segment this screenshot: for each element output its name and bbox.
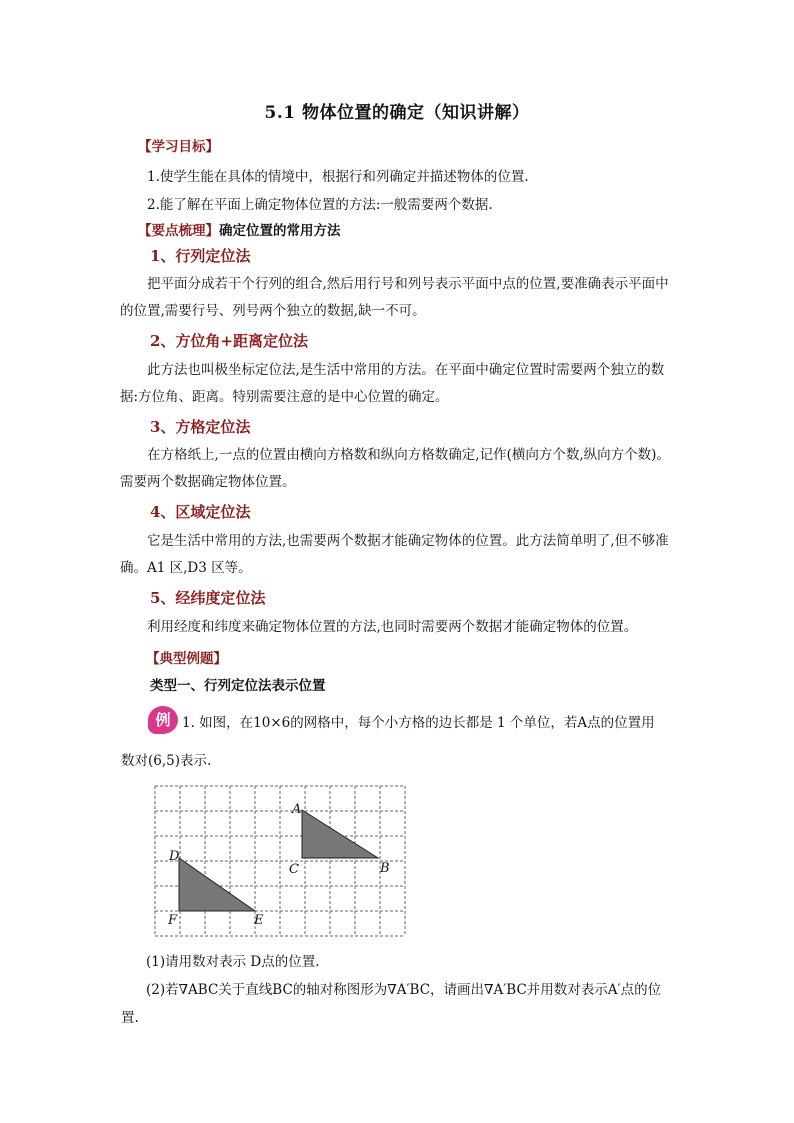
section-body-2: 此方法也叫极坐标定位法,是生活中常用的方法。在平面中确定位置时需要两个独立的数据:方位角、距离。特别需要注意的是中心位置的确定。	[120, 362, 665, 405]
question-2-cont: 置.	[121, 1010, 139, 1026]
page-title: 5.1 物体位置的确定（知识讲解）	[264, 103, 530, 123]
label-a: A	[292, 802, 302, 817]
example-type-title: 类型一、行列定位法表示位置	[150, 678, 326, 694]
grid-figure	[152, 783, 408, 941]
key-points-label-text: 【要点梳理】	[138, 223, 219, 239]
key-points-label	[138, 219, 341, 239]
triangle-dfe	[179, 858, 255, 911]
section-heading-3: 3、方格定位法	[150, 418, 251, 436]
label-e: E	[254, 913, 264, 928]
section-body-1: 把平面分成若干个行列的组合,然后用行号和列号表示平面中点的位置,要准确表示平面中的位置,需要行号、列号两个独立的数据,缺一不可。	[120, 276, 669, 319]
section-heading-4: 4、区域定位法	[150, 503, 251, 521]
section-body-5: 利用经度和纬度来确定物体位置的方法,也同时需要两个数据才能确定物体的位置。	[147, 619, 638, 635]
example-badge: 例	[148, 706, 178, 734]
key-points-subtitle: 确定位置的常用方法	[219, 223, 341, 239]
objective-2: 2.能了解在平面上确定物体位置的方法:一般需要两个数据.	[147, 197, 493, 213]
section-body-4: 它是生活中常用的方法,也需要两个数据才能确定物体的位置。此方法简单明了,但不够准确。A1 区,D3 区等。	[120, 533, 669, 576]
label-f: F	[168, 913, 178, 928]
question-2: (2)若∇ABC关于直线BC的轴对称图形为∇A′BC，请画出∇A′BC并用数对表示A′点的位	[146, 982, 662, 998]
objectives-label: 【学习目标】	[138, 139, 219, 155]
question-1: (1)请用数对表示 D点的位置.	[146, 954, 320, 970]
label-c: C	[289, 862, 299, 877]
section-heading-1: 1、行列定位法	[150, 247, 251, 265]
section-heading-2: 2、方位角+距离定位法	[150, 332, 309, 350]
label-b: B	[380, 861, 390, 876]
section-heading-5: 5、经纬度定位法	[150, 589, 266, 607]
objective-1: 1.使学生能在具体的情境中，根据行和列确定并描述物体的位置.	[147, 169, 529, 185]
problem-line-1: 1. 如图，在10×6的网格中，每个小方格的边长都是 1 个单位，若A点的位置用	[182, 715, 655, 731]
problem-line-2: 数对(6,5)表示.	[121, 753, 212, 769]
label-d: D	[169, 849, 180, 864]
triangle-abc	[302, 810, 378, 858]
section-body-3: 在方格纸上,一点的位置由横向方格数和纵向方格数确定,记作(横向方个数,纵向方个数)。需要两个数据确定物体位置。	[120, 447, 670, 490]
dashed-grid	[155, 786, 405, 936]
examples-label: 【典型例题】	[146, 651, 227, 667]
